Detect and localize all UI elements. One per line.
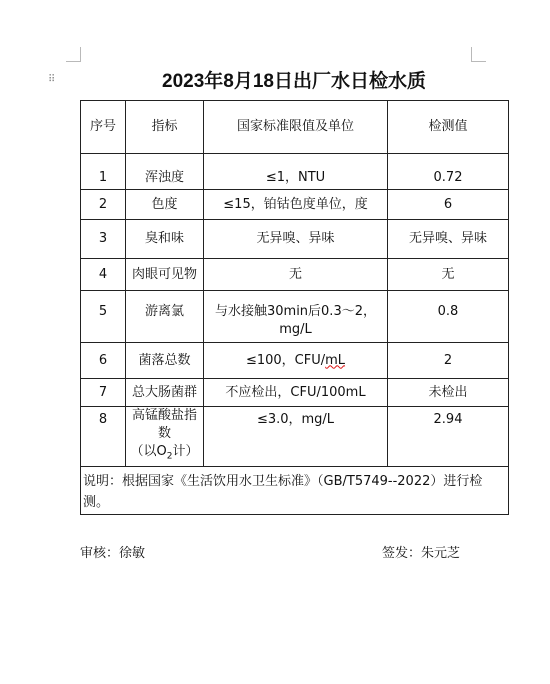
table-row: [81, 291, 509, 343]
indicator-line-2-sub: 2: [166, 451, 173, 462]
row-no: 6: [81, 343, 126, 379]
row-limit: 无: [204, 259, 388, 291]
row-no: 7: [81, 379, 126, 407]
row-value: 0.8: [388, 291, 509, 343]
row-no: 3: [81, 220, 126, 259]
header-no: 序号: [81, 101, 126, 154]
indicator-line-2: [126, 443, 203, 466]
indicator-line-2-pre: （以O: [130, 444, 167, 459]
table-note-row: [81, 466, 509, 514]
table-row: [81, 379, 509, 407]
row-value: 无: [388, 259, 509, 291]
table-row: [81, 220, 509, 259]
indicator-line-2-post: 计）: [172, 444, 199, 459]
row-no: 5: [81, 291, 126, 343]
row-limit: ≤3.0，mg/L: [204, 407, 388, 467]
row-limit: [204, 343, 388, 379]
row-indicator: 游离氯: [126, 291, 204, 343]
row-limit: ≤1，NTU: [204, 154, 388, 190]
row-indicator: 浑浊度: [126, 154, 204, 190]
table-row: [81, 259, 509, 291]
crop-mark-top-right: [471, 47, 486, 62]
row-no: 4: [81, 259, 126, 291]
document-title: 2023年8月18日出厂水日检水质: [162, 71, 426, 92]
crop-mark-top-left: [66, 47, 81, 62]
table-row: [81, 343, 509, 379]
limit-line-1: 与水接触30min后0.3～2，: [214, 304, 376, 319]
row-indicator: 肉眼可见物: [126, 259, 204, 291]
reviewer-signature: 审核：徐敏: [80, 546, 146, 561]
indicator-line-1: 高锰酸盐指数: [131, 408, 197, 441]
row-value: 2.94: [388, 407, 509, 467]
row-no: 2: [81, 190, 126, 220]
issuer-signature: 签发：朱元芝: [382, 546, 461, 561]
table-note: 说明：根据国家《生活饮用水卫生标准》（GB/T5749--2022）进行检测。: [81, 466, 509, 514]
limit-prefix: ≤100，CFU/: [245, 352, 326, 368]
row-no: 1: [81, 154, 126, 190]
row-indicator: 臭和味: [126, 220, 204, 259]
row-no: 8: [81, 407, 126, 467]
row-value: 0.72: [388, 154, 509, 190]
row-value: 未检出: [388, 379, 509, 407]
header-value: 检测值: [388, 101, 509, 154]
row-limit: 无异嗅、异味: [204, 220, 388, 259]
row-limit: ≤15，铂钴色度单位，度: [204, 190, 388, 220]
table-row: [81, 190, 509, 220]
row-indicator: 菌落总数: [126, 343, 204, 379]
header-indicator: 指标: [126, 101, 204, 154]
table-row: [81, 407, 509, 467]
row-value: 2: [388, 343, 509, 379]
limit-unit-spellcheck: mL: [325, 352, 346, 368]
table-move-handle-icon[interactable]: ⠿: [48, 74, 57, 85]
row-value: 6: [388, 190, 509, 220]
row-indicator: [126, 407, 204, 467]
row-limit: [204, 291, 388, 343]
row-indicator: 色度: [126, 190, 204, 220]
water-quality-table: [80, 100, 509, 515]
header-limit: 国家标准限值及单位: [204, 101, 388, 154]
row-indicator: 总大肠菌群: [126, 379, 204, 407]
row-limit: 不应检出，CFU/100mL: [204, 379, 388, 407]
table-header-row: [81, 101, 509, 154]
table-row: [81, 154, 509, 190]
limit-line-2: mg/L: [279, 322, 312, 337]
row-value: 无异嗅、异味: [388, 220, 509, 259]
